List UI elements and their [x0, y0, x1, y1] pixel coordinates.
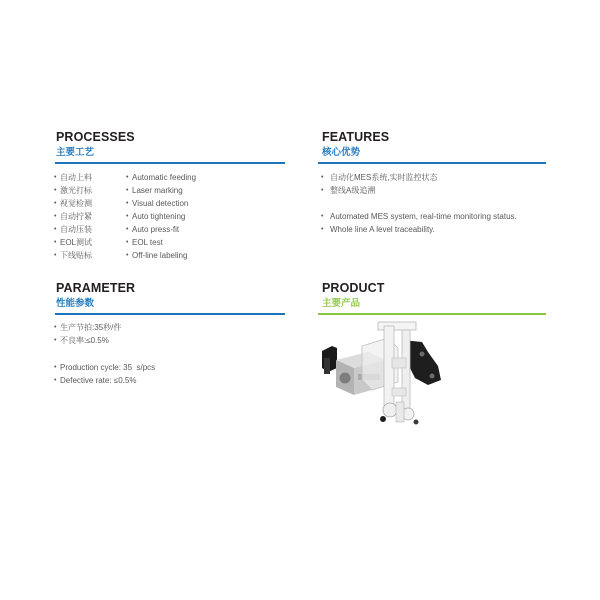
parameter-divider — [55, 313, 285, 315]
process-item-cn: • 自动拧紧 — [60, 210, 92, 223]
features-divider — [318, 162, 546, 164]
product-image — [318, 318, 448, 430]
processes-divider — [55, 162, 285, 164]
bracket-hole — [430, 374, 435, 379]
processes-subtitle: 主要工艺 — [56, 147, 95, 158]
parameter-subtitle: 性能参数 — [56, 298, 95, 309]
lower-screw — [380, 416, 386, 422]
frame-left-rail — [384, 326, 394, 414]
processes-title: PROCESSES — [56, 130, 135, 144]
process-item-en: • Off-line labeling — [132, 249, 196, 262]
product-title: PRODUCT — [322, 281, 385, 295]
process-item-en: • Automatic feeding — [132, 171, 196, 184]
lower-screw — [414, 420, 419, 425]
frame-link — [392, 358, 406, 368]
parameter-list-cn — [60, 321, 121, 347]
parameter-title: PARAMETER — [56, 281, 136, 295]
processes-list-en — [132, 171, 196, 262]
features-list-en — [330, 210, 517, 236]
features-title: FEATURES — [322, 130, 390, 144]
process-item-en: • Laser marking — [132, 184, 196, 197]
feature-item-cn: • 整线A级追溯 — [330, 184, 438, 197]
parameter-list-en — [60, 361, 155, 387]
parameter-item-cn: • 生产节拍:35秒/件 — [60, 321, 121, 334]
connector-pin — [324, 358, 330, 374]
feature-item-cn: • 自动化MES系统,实时监控状态 — [330, 171, 438, 184]
process-item-cn: • 自动压装 — [60, 223, 92, 236]
process-item-cn: • 下线贴标 — [60, 249, 92, 262]
processes-list-cn — [60, 171, 92, 262]
process-item-cn: • EOL测试 — [60, 236, 92, 249]
product-subtitle: 主要产品 — [322, 298, 361, 309]
feature-item-en: • Automated MES system, real-time monitoring status. — [330, 210, 517, 223]
parameter-item-cn: • 不良率:≤0.5% — [60, 334, 121, 347]
parameter-item-en: • Defective rate: ≤0.5% — [60, 374, 155, 387]
parameter-item-en: • Production cycle: 35 s/pcs — [60, 361, 155, 374]
process-item-cn: • 自动上料 — [60, 171, 92, 184]
lower-lever — [396, 402, 404, 422]
process-item-en: • Auto tightening — [132, 210, 196, 223]
process-item-en: • Visual detection — [132, 197, 196, 210]
process-item-cn: • 激光打标 — [60, 184, 92, 197]
process-item-cn: • 视觉检测 — [60, 197, 92, 210]
frame-right-rail — [402, 330, 410, 412]
motor-gear — [340, 373, 351, 384]
feature-item-en: • Whole line A level traceability. — [330, 223, 517, 236]
bracket-hole — [420, 352, 425, 357]
product-divider — [318, 313, 546, 315]
process-item-en: • EOL test — [132, 236, 196, 249]
frame-link — [392, 388, 406, 396]
features-subtitle: 核心优势 — [322, 147, 361, 158]
features-list-cn — [330, 171, 438, 197]
lower-gear — [383, 403, 397, 417]
process-item-en: • Auto press-fit — [132, 223, 196, 236]
